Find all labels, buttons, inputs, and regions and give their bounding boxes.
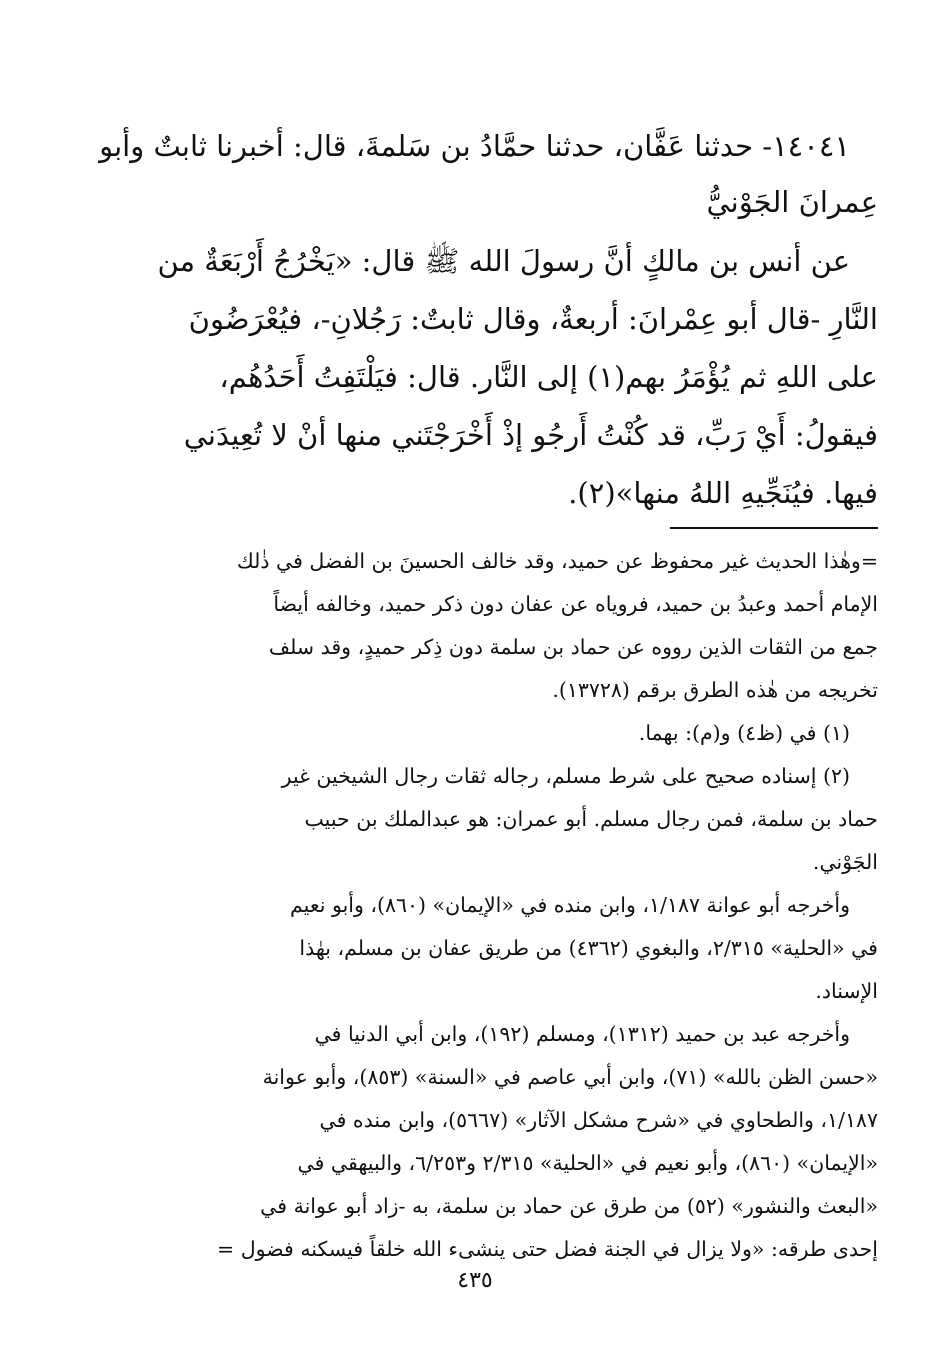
footnote-line: في «الحلية» ٢/٣١٥، والبغوي (٤٣٦٢) من طريق عفان بن مسلم، بهٰذا — [299, 936, 878, 960]
footnote-1 — [78, 712, 878, 755]
footnote-line: إحدى طرقه: «ولا يزال في الجنة فضل حتى ينشىء الله خلقاً فيسكنه فضول = — [217, 1237, 878, 1261]
page-number: ٤٣٥ — [457, 1268, 493, 1293]
text-line: فيها. فيُنَجِّيهِ اللهُ منها»(٢). — [568, 476, 878, 510]
footnote-line: «الإيمان» (٨٦٠)، وأبو نعيم في «الحلية» ٢/٣١٥ و٦/٢٥٣، والبيهقي في — [297, 1151, 878, 1175]
footnote-2-paragraph-3 — [78, 1013, 878, 1271]
footnote-line: وأخرجه عبد بن حميد (١٣١٢)، ومسلم (١٩٢)، وابن أبي الدنيا في — [314, 1022, 850, 1046]
footnote-continuation — [78, 540, 878, 712]
hadith-matn — [70, 232, 878, 522]
hadith-isnad — [70, 118, 878, 230]
text-line: ١٤٠٤١- حدثنا عَفَّان، حدثنا حمَّادُ بن سَلمةَ، قال: أخبرنا ثابتٌ وأبو — [99, 129, 850, 163]
footnotes — [78, 540, 878, 1271]
footnote-line: وأخرجه أبو عوانة ١/١٨٧، وابن منده في «الإيمان» (٨٦٠)، وأبو نعيم — [290, 893, 850, 917]
text-line: عن أنس بن مالكٍ أنَّ رسولَ الله ﷺ قال: «يَخْرُجُ أَرْبَعَةٌ من — [157, 244, 850, 278]
footnote-line: حماد بن سلمة، فمن رجال مسلم. أبو عمران: هو عبدالملك بن حبيب — [304, 807, 878, 831]
footnote-line: ١/١٨٧، والطحاوي في «شرح مشكل الآثار» (٥٦٦٧)، وابن منده في — [319, 1108, 878, 1132]
footnote-line: «البعث والنشور» (٥٢) من طرق عن حماد بن سلمة، به -زاد أبو عوانة في — [260, 1194, 878, 1218]
footnote-line: تخريجه من هٰذه الطرق برقم (١٣٧٢٨). — [552, 678, 878, 702]
text-line: فيقولُ: أَيْ رَبِّ، قد كُنْتُ أَرجُو إذْ أَخْرَجْتَني منها أنْ لا تُعِيدَني — [183, 418, 878, 452]
footnote-line: جمع من الثقات الذين رووه عن حماد بن سلمة دون ذِكر حميدٍ، وقد سلف — [268, 635, 878, 659]
footnote-line: =وهٰذا الحديث غير محفوظ عن حميد، وقد خالف الحسينَ بن الفضل في ذٰلك — [236, 549, 878, 573]
footnote-line: «حسن الظن بالله» (٧١)، وابن أبي عاصم في «السنة» (٨٥٣)، وأبو عوانة — [262, 1065, 878, 1089]
footnote-line: الإمام أحمد وعبدُ بن حميد، فروياه عن عفان دون ذكر حميد، وخالفه أيضاً — [273, 592, 878, 616]
footnote-line: (٢) إسناده صحيح على شرط مسلم، رجاله ثقات رجال الشيخين غير — [281, 764, 850, 788]
text-line: عِمرانَ الجَوْنيُّ — [706, 185, 878, 219]
footnote-separator — [670, 527, 878, 529]
footnote-2-paragraph-2 — [78, 884, 878, 1013]
footnote-line: (١) في (ظ٤) و(م): بهما. — [638, 721, 850, 745]
footnote-line: الجَوْني. — [812, 850, 878, 874]
footnote-line: الإسناد. — [815, 979, 878, 1003]
hadith-text — [70, 118, 878, 522]
text-line: على اللهِ ثم يُؤْمَرُ بهم(١) إلى النَّار. قال: فيَلْتَفِتُ أَحَدُهُم، — [219, 360, 878, 394]
footnote-2 — [78, 755, 878, 884]
text-line: النَّارِ -قال أبو عِمْرانَ: أربعةٌ، وقال ثابتٌ: رَجُلانِ-، فيُعْرَضُونَ — [188, 302, 878, 336]
